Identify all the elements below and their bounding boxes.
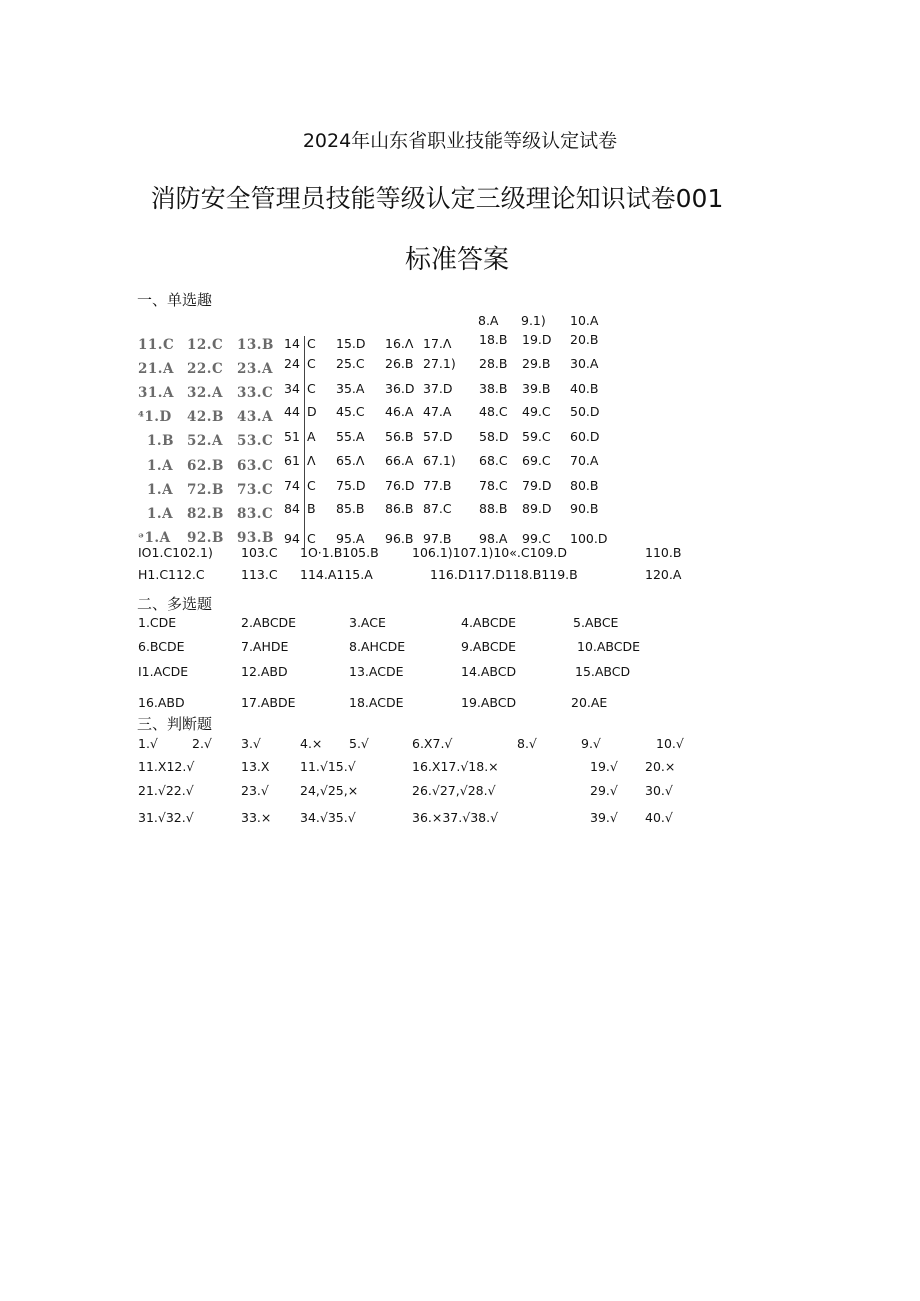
scanned-answer: 62.B	[187, 458, 224, 474]
answer-cell: 1O·1.B105.B	[300, 545, 379, 560]
answer-cell: IO1.C102.1)	[138, 545, 213, 560]
answer-cell: 26.B	[385, 356, 414, 371]
answer-cell: 86.B	[385, 501, 414, 516]
scanned-answer: 22.C	[187, 361, 224, 377]
answer-cell: 6.BCDE	[138, 639, 185, 654]
scanned-answer: 83.C	[237, 506, 274, 522]
answer-letter: C	[307, 478, 316, 493]
scanned-answer: 11.C	[138, 337, 175, 353]
scanned-answer: 13.B	[237, 337, 274, 353]
scanned-answer: 1.A	[147, 506, 174, 522]
answer-number: 51	[284, 429, 300, 444]
answer-cell: 80.B	[570, 478, 599, 493]
answer-letter: C	[307, 356, 316, 371]
section-multi-choice-heading: 二、多选题	[137, 595, 213, 613]
answer-cell: 6.X7.√	[412, 736, 453, 751]
scanned-answer: 31.A	[138, 385, 174, 401]
answer-cell: 20.B	[570, 332, 599, 347]
scanned-answer: 12.C	[187, 337, 224, 353]
answer-cell: H1.C112.C	[138, 567, 205, 582]
answer-cell: 16.X17.√18.×	[412, 759, 499, 774]
answer-cell: 1.√	[138, 736, 158, 751]
answer-cell: 59.C	[522, 429, 551, 444]
answer-cell: 10.ABCDE	[577, 639, 641, 654]
scanned-answer: ᵊ1.A	[138, 530, 171, 546]
scanned-answer: 92.B	[187, 530, 224, 546]
answer-cell: 55.A	[336, 429, 365, 444]
answer-cell: 36.D	[385, 381, 415, 396]
answer-cell: 39.B	[522, 381, 551, 396]
scanned-answer: ⁴1.D	[138, 409, 172, 425]
scanned-answer: 93.B	[237, 530, 274, 546]
answer-number: 94	[284, 531, 300, 546]
answer-cell: 114.A115.A	[300, 567, 373, 582]
answer-cell: 5.√	[349, 736, 369, 751]
answer-cell: 58.D	[479, 429, 509, 444]
answer-cell: 8.A	[478, 313, 499, 328]
answer-letter: A	[307, 429, 316, 444]
answer-cell: 25.C	[336, 356, 365, 371]
answer-cell: 15.ABCD	[575, 664, 631, 679]
scanned-answer: 43.A	[237, 409, 273, 425]
answer-cell: 103.C	[241, 545, 278, 560]
answer-cell: 99.C	[522, 531, 551, 546]
answer-cell: 8.AHCDE	[349, 639, 406, 654]
answer-cell: 15.D	[336, 336, 366, 351]
answer-cell: 2.√	[192, 736, 212, 751]
answer-cell: I1.ACDE	[138, 664, 189, 679]
answer-cell: 4.ABCDE	[461, 615, 517, 630]
answer-cell: 9.√	[581, 736, 601, 751]
answer-cell: 56.B	[385, 429, 414, 444]
answer-cell: 12.ABD	[241, 664, 288, 679]
answer-cell: 98.A	[479, 531, 508, 546]
answer-cell: 7.AHDE	[241, 639, 289, 654]
answer-number: 24	[284, 356, 300, 371]
answer-cell: 89.D	[522, 501, 552, 516]
answer-letter: C	[307, 381, 316, 396]
answer-cell: 10.√	[656, 736, 684, 751]
answer-cell: 31.√32.√	[138, 810, 194, 825]
answer-cell: 29.√	[590, 783, 618, 798]
answer-cell: 57.D	[423, 429, 453, 444]
answer-cell: 20.AE	[571, 695, 608, 710]
answer-cell: 70.A	[570, 453, 599, 468]
answer-cell: 30.A	[570, 356, 599, 371]
answer-cell: 16.ABD	[138, 695, 185, 710]
answer-cell: 39.√	[590, 810, 618, 825]
scanned-answer: 82.B	[187, 506, 224, 522]
answer-number: 84	[284, 501, 300, 516]
answer-number: 61	[284, 453, 300, 468]
answer-cell: 85.B	[336, 501, 365, 516]
answer-cell: 13.ACDE	[349, 664, 404, 679]
answer-cell: 3.√	[241, 736, 261, 751]
answer-cell: 88.B	[479, 501, 508, 516]
answer-cell: 79.D	[522, 478, 552, 493]
answer-cell: 76.D	[385, 478, 415, 493]
answer-cell: 9.ABCDE	[461, 639, 517, 654]
answer-letter: Λ	[307, 453, 316, 468]
answer-letter: C	[307, 531, 316, 546]
answer-cell: 29.B	[522, 356, 551, 371]
answer-cell: 27.1)	[423, 356, 456, 371]
answer-cell: 49.C	[522, 404, 551, 419]
answer-cell: 120.A	[645, 567, 682, 582]
answer-cell: 95.A	[336, 531, 365, 546]
scanned-answer: 32.A	[187, 385, 223, 401]
answer-cell: 8.√	[517, 736, 537, 751]
answer-cell: 17.Λ	[423, 336, 452, 351]
answer-cell: 60.D	[570, 429, 600, 444]
answer-cell: 2.ABCDE	[241, 615, 297, 630]
answer-cell: 97.B	[423, 531, 452, 546]
answer-cell: 11.X12.√	[138, 759, 195, 774]
answer-cell: 1.CDE	[138, 615, 177, 630]
answer-cell: 48.C	[479, 404, 508, 419]
answer-cell: 106.1)107.1)10«.C109.D	[412, 545, 568, 560]
answer-cell: 5.ABCE	[573, 615, 619, 630]
answer-letter: D	[307, 404, 317, 419]
answer-cell: 116.D117.D118.B119.B	[430, 567, 578, 582]
answer-letter: B	[307, 501, 316, 516]
answer-cell: 66.A	[385, 453, 414, 468]
answer-key-title: 标准答案	[404, 245, 509, 275]
answer-letter: C	[307, 336, 316, 351]
answer-cell: 45.C	[336, 404, 365, 419]
exam-main-title: 消防安全管理员技能等级认定三级理论知识试卷001	[150, 184, 724, 213]
answer-cell: 28.B	[479, 356, 508, 371]
scanned-answer: 23.A	[237, 361, 273, 377]
section-judgement-heading: 三、判断题	[137, 715, 213, 733]
answer-number: 34	[284, 381, 300, 396]
answer-cell: 78.C	[479, 478, 508, 493]
answer-cell: 65.Λ	[336, 453, 365, 468]
answer-cell: 110.B	[645, 545, 682, 560]
answer-cell: 35.A	[336, 381, 365, 396]
answer-cell: 113.C	[241, 567, 278, 582]
scanned-answer: 1.A	[147, 458, 174, 474]
answer-cell: 75.D	[336, 478, 366, 493]
answer-cell: 40.B	[570, 381, 599, 396]
answer-cell: 9.1)	[521, 313, 546, 328]
answer-cell: 4.×	[300, 736, 323, 751]
answer-cell: 17.ABDE	[241, 695, 296, 710]
answer-cell: 87.C	[423, 501, 452, 516]
answer-cell: 21.√22.√	[138, 783, 194, 798]
answer-cell: 36.×37.√38.√	[412, 810, 499, 825]
answer-cell: 11.√15.√	[300, 759, 356, 774]
answer-cell: 33.×	[241, 810, 272, 825]
scanned-answer: 33.C	[237, 385, 274, 401]
answer-cell: 68.C	[479, 453, 508, 468]
answer-cell: 13.X	[241, 759, 270, 774]
scanned-answer: 21.A	[138, 361, 174, 377]
answer-cell: 24,√25,×	[300, 783, 359, 798]
answer-cell: 100.D	[570, 531, 608, 546]
scanned-answer: 52.A	[187, 433, 223, 449]
answer-number: 74	[284, 478, 300, 493]
column-divider	[304, 336, 305, 548]
answer-cell: 18.ACDE	[349, 695, 404, 710]
answer-cell: 23.√	[241, 783, 269, 798]
scanned-answer: 1.A	[147, 482, 174, 498]
answer-cell: 19.√	[590, 759, 618, 774]
answer-cell: 19.D	[522, 332, 552, 347]
answer-cell: 37.D	[423, 381, 453, 396]
answer-cell: 14.ABCD	[461, 664, 517, 679]
answer-cell: 20.×	[645, 759, 676, 774]
exam-header-title: 2024年山东省职业技能等级认定试卷	[302, 130, 618, 152]
scanned-answer: 73.C	[237, 482, 274, 498]
answer-cell: 16.Λ	[385, 336, 414, 351]
scanned-answer: 72.B	[187, 482, 224, 498]
scanned-answer: 1.B	[147, 433, 175, 449]
answer-number: 14	[284, 336, 300, 351]
answer-number: 44	[284, 404, 300, 419]
answer-cell: 3.ACE	[349, 615, 386, 630]
answer-cell: 30.√	[645, 783, 673, 798]
answer-cell: 50.D	[570, 404, 600, 419]
scanned-answer: 42.B	[187, 409, 224, 425]
scanned-answer: 53.C	[237, 433, 274, 449]
answer-cell: 90.B	[570, 501, 599, 516]
answer-cell: 96.B	[385, 531, 414, 546]
answer-cell: 38.B	[479, 381, 508, 396]
answer-cell: 69.C	[522, 453, 551, 468]
answer-cell: 67.1)	[423, 453, 456, 468]
answer-cell: 18.B	[479, 332, 508, 347]
answer-cell: 40.√	[645, 810, 673, 825]
scanned-answer: 63.C	[237, 458, 274, 474]
answer-cell: 47.A	[423, 404, 452, 419]
answer-cell: 46.A	[385, 404, 414, 419]
answer-cell: 77.B	[423, 478, 452, 493]
answer-cell: 10.A	[570, 313, 599, 328]
section-single-choice-heading: 一、单选趣	[137, 291, 213, 309]
answer-cell: 19.ABCD	[461, 695, 517, 710]
answer-cell: 26.√27,√28.√	[412, 783, 496, 798]
answer-cell: 34.√35.√	[300, 810, 356, 825]
